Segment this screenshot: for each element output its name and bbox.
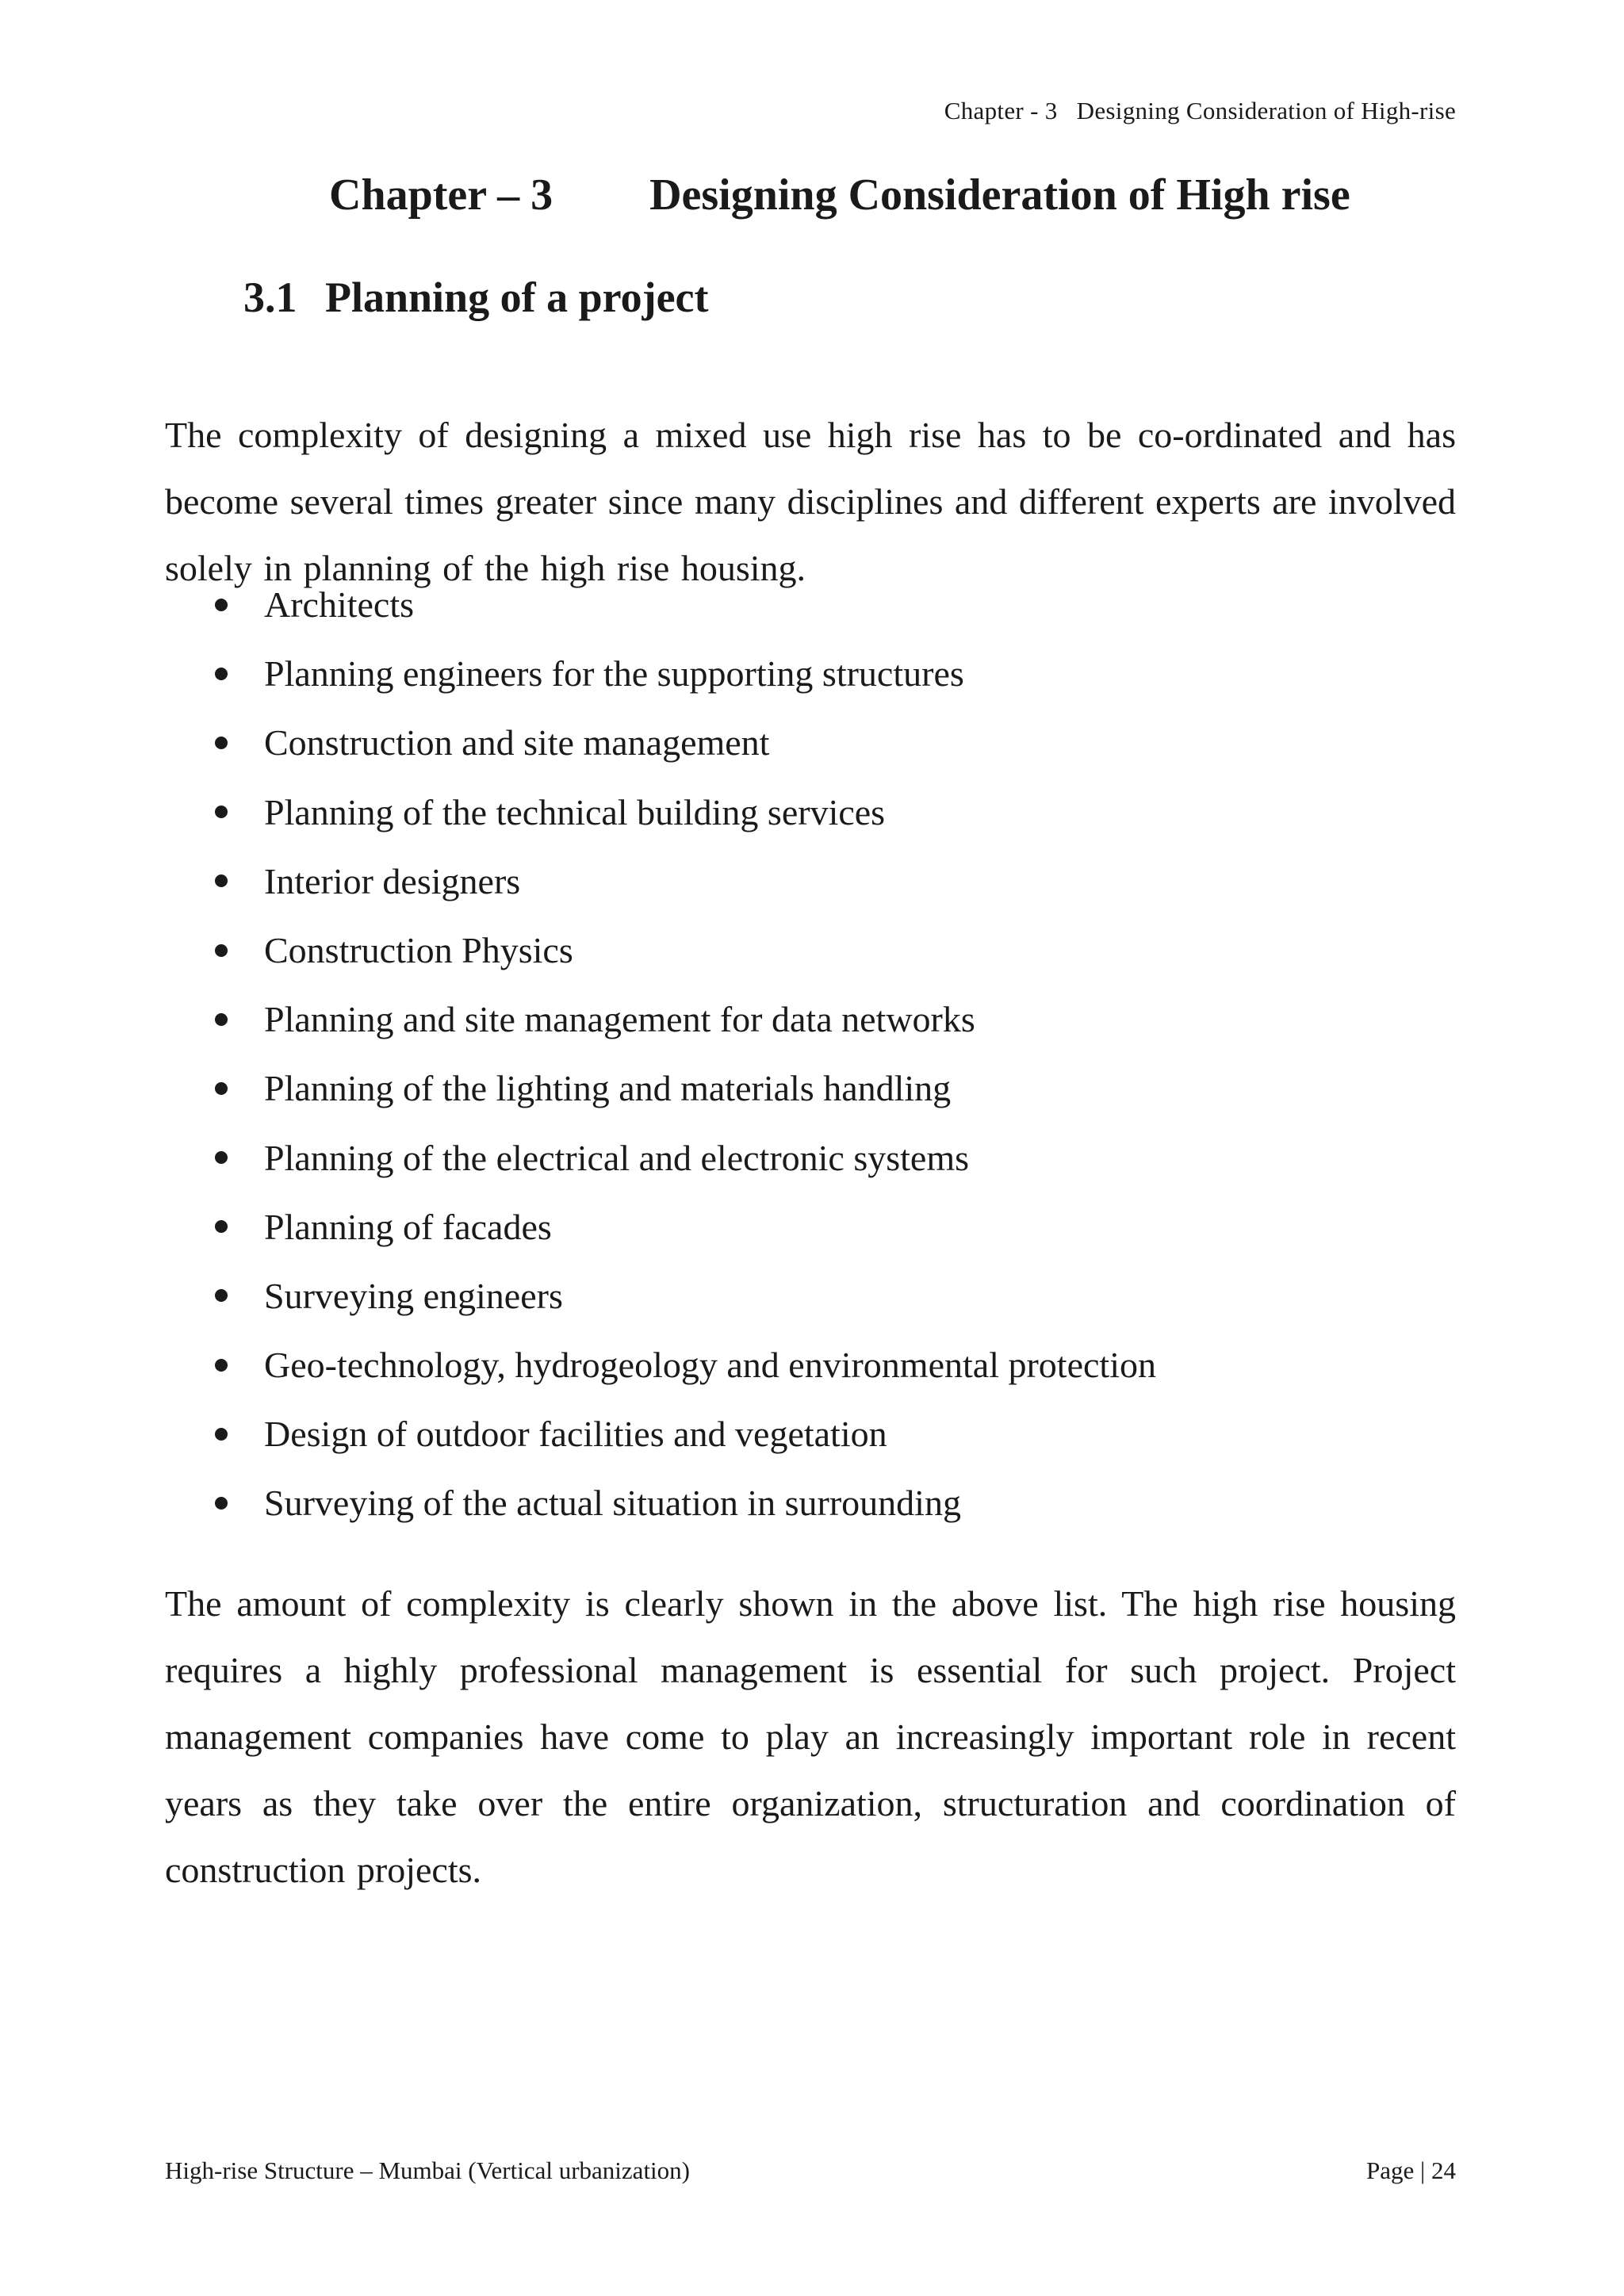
section-title: Planning of a project [325,274,709,321]
list-item [165,847,1156,916]
bullet-icon [215,944,228,957]
list-item-text: Planning of the lighting and materials handling [264,1068,952,1109]
bullet-icon [215,599,228,611]
list-item-text: Planning of facades [264,1206,552,1247]
list-item [165,1330,1156,1399]
list-item [165,570,1156,639]
list-item-text: Interior designers [264,860,521,901]
footer-document-title: High-rise Structure – Mumbai (Vertical urbanization) [165,2156,690,2184]
conclusion-paragraph: The amount of complexity is clearly shown in the above list. The high rise housing requires a highly professional management is essential for such project. Project management companies have come to play an increasingly important role in recent years as they take over the entire organization, structuration and coordination of construction projects. [165,1583,1456,1890]
bullet-icon [215,874,228,887]
bullet-icon [215,1428,228,1441]
bullet-icon [215,806,228,818]
list-item [165,1399,1156,1468]
bullet-icon [215,1359,228,1372]
list-item [165,916,1156,985]
list-item [165,985,1156,1054]
running-header: Chapter - 3 Designing Consideration of High-rise [944,97,1456,124]
list-item [165,639,1156,708]
list-item [165,1192,1156,1261]
list-item-text: Planning and site management for data networks [264,999,975,1040]
list-item-text: Construction and site management [264,722,770,763]
bullet-icon [215,1497,228,1510]
chapter-title [329,170,1350,220]
list-item [165,1123,1156,1192]
bullet-icon [215,1082,228,1095]
list-item [165,1261,1156,1330]
list-item-text: Construction Physics [264,929,573,970]
list-item-text: Surveying engineers [264,1275,563,1316]
list-item-text: Planning engineers for the supporting structures [264,653,964,695]
bullet-icon [215,737,228,749]
list-item [165,708,1156,777]
bullet-icon [215,1151,228,1164]
section-number: 3.1 [243,274,297,321]
chapter-name: Designing Consideration of High rise [649,170,1350,220]
list-item-text: Surveying of the actual situation in surrounding [264,1483,961,1524]
intro-paragraph: The complexity of designing a mixed use high rise has to be co-ordinated and has become several times greater since many disciplines and different experts are involved solely in planning of the high rise housing. [165,415,1456,588]
list-item-text: Design of outdoor facilities and vegetation [264,1414,887,1455]
list-item-text: Planning of the electrical and electronic systems [264,1137,970,1178]
bullet-icon [215,1013,228,1026]
section-heading [243,273,709,322]
disciplines-list [165,570,1156,1538]
list-item-text: Planning of the technical building services [264,791,886,832]
list-item [165,1054,1156,1123]
list-item-text: Architects [264,584,415,625]
list-item [165,1468,1156,1537]
list-item [165,778,1156,847]
bullet-icon [215,1289,228,1302]
footer-page-number: Page | 24 [1366,2156,1456,2184]
list-item-text: Geo-technology, hydrogeology and environmental protection [264,1345,1156,1386]
bullet-icon [215,1220,228,1233]
bullet-icon [215,668,228,680]
chapter-number: Chapter – 3 [329,170,553,220]
